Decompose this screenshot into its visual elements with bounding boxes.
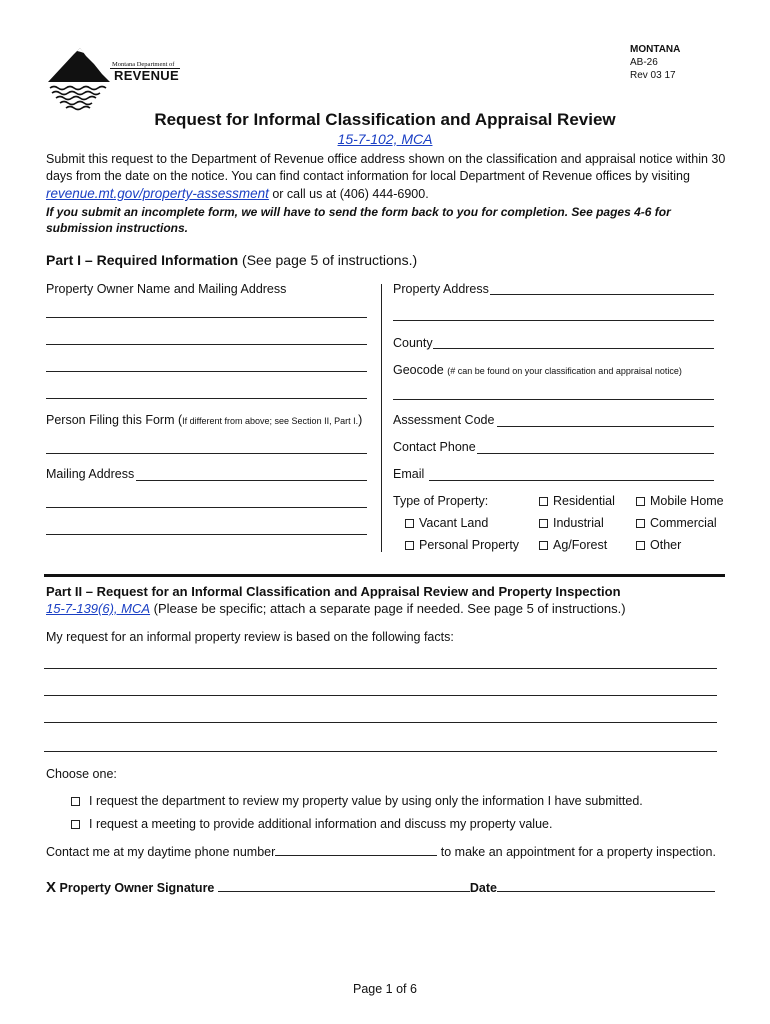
mailing-line-3[interactable] [46, 534, 367, 535]
part2-subheading [46, 601, 626, 616]
ag-forest-checkbox[interactable] [539, 541, 548, 550]
mobile-home-label: Mobile Home [650, 494, 724, 508]
industrial-checkbox[interactable] [539, 519, 548, 528]
signature-x: X [46, 879, 57, 896]
property-address-line[interactable] [490, 294, 714, 295]
section-divider [44, 574, 725, 577]
facts-line-3[interactable] [44, 722, 717, 723]
part1-note: (See page 5 of instructions.) [238, 252, 418, 268]
contact-phone-line[interactable] [477, 453, 714, 454]
part2-statute-link[interactable]: 15-7-139(6), MCA [46, 601, 151, 616]
contact-phone-label: Contact Phone [393, 440, 476, 454]
date-label: Date [469, 881, 497, 895]
state-label: MONTANA [630, 44, 681, 55]
type-vacant-land[interactable] [405, 516, 488, 530]
property-type-label: Type of Property: [393, 494, 489, 508]
email-label: Email [393, 467, 425, 481]
geocode-line[interactable] [393, 399, 714, 400]
revision-label: Rev 03 17 [630, 70, 676, 81]
option-meeting[interactable] [71, 817, 552, 831]
option-review-checkbox[interactable] [71, 797, 80, 806]
industrial-label: Industrial [553, 516, 604, 530]
part2-note: (Please be specific; attach a separate page if needed. See page 5 of instructions.) [150, 601, 626, 616]
ag-forest-label: Ag/Forest [553, 538, 608, 552]
intro-tail: or call us at (406) 444-6900. [268, 187, 429, 201]
facts-label: My request for an informal property review is based on the following facts: [46, 630, 454, 644]
revenue-logo [44, 44, 184, 114]
residential-checkbox[interactable] [539, 497, 548, 506]
vacant-land-label: Vacant Land [419, 516, 489, 530]
county-line[interactable] [433, 348, 714, 349]
option-review-text: I request the department to review my property value by using only the information I have submitted. [89, 794, 643, 808]
property-address-label: Property Address [393, 282, 489, 296]
facts-line-4[interactable] [44, 751, 717, 752]
other-checkbox[interactable] [636, 541, 645, 550]
commercial-checkbox[interactable] [636, 519, 645, 528]
type-ag-forest[interactable] [539, 538, 607, 552]
statute-link[interactable]: 15-7-102, MCA [337, 131, 433, 147]
county-label: County [393, 336, 433, 350]
mailing-line-inline[interactable] [136, 480, 367, 481]
part2-heading: Part II – Request for an Informal Classification and Appraisal Review and Property Inspection [46, 584, 621, 599]
geocode-note: (# can be found on your classification and appraisal notice) [447, 366, 682, 376]
vacant-land-checkbox[interactable] [405, 519, 414, 528]
personal-property-checkbox[interactable] [405, 541, 414, 550]
statute-wrap [0, 131, 770, 147]
email-line[interactable] [429, 480, 714, 481]
contact-after: to make an appointment for a property inspection. [437, 845, 716, 859]
filer-note: If different from above; see Section II, Part I. [182, 416, 359, 426]
signature-field[interactable] [218, 880, 470, 892]
type-other[interactable] [636, 538, 681, 552]
owner-line-1[interactable] [46, 317, 367, 318]
assessment-code-label: Assessment Code [393, 413, 495, 427]
mailing-label: Mailing Address [46, 467, 135, 481]
mobile-home-checkbox[interactable] [636, 497, 645, 506]
type-residential[interactable] [539, 494, 615, 508]
owner-line-4[interactable] [46, 398, 367, 399]
owner-line-2[interactable] [46, 344, 367, 345]
filer-line[interactable] [46, 453, 367, 454]
personal-property-label: Personal Property [419, 538, 520, 552]
filer-label [46, 413, 376, 427]
type-industrial[interactable] [539, 516, 604, 530]
type-mobile-home[interactable] [636, 494, 724, 508]
date-field[interactable] [497, 880, 715, 892]
assessment-code-line[interactable] [497, 426, 714, 427]
commercial-label: Commercial [650, 516, 717, 530]
owner-label: Property Owner Name and Mailing Address [46, 282, 287, 296]
geocode-label: Geocode [393, 363, 448, 377]
contact-before: Contact me at my daytime phone number [46, 845, 276, 859]
intro-paragraph [46, 151, 726, 203]
owner-line-3[interactable] [46, 371, 367, 372]
filer-label-text: Person Filing this Form ( [46, 413, 183, 427]
signature-label: Property Owner Signature [56, 881, 218, 895]
mailing-line-2[interactable] [46, 507, 367, 508]
part1-title: Part I – Required Information [46, 252, 239, 268]
incomplete-warning: If you submit an incomplete form, we will have to send the form back to you for completion. See pages 4-6 for submission instructions. [46, 205, 671, 235]
page-title: Request for Informal Classification and Appraisal Review [154, 110, 616, 129]
page-number: Page 1 of 6 [353, 982, 417, 996]
property-assessment-link[interactable]: revenue.mt.gov/property-assessment [46, 186, 269, 201]
logo-revenue-text: REVENUE [114, 68, 179, 83]
choose-label: Choose one: [46, 767, 117, 781]
mailing-row [46, 467, 134, 481]
daytime-phone-field[interactable] [275, 844, 437, 856]
property-address-line-2[interactable] [393, 320, 714, 321]
other-label: Other [650, 538, 682, 552]
contact-row [46, 844, 716, 859]
residential-label: Residential [553, 494, 615, 508]
part1-heading [46, 252, 417, 268]
intro-text: Submit this request to the Department of Revenue office address shown on the classification and appraisal notice within 30 days from the date on the notice. You can find contact information for local Department of Revenue offices by visiting [46, 152, 726, 183]
form-id: AB-26 [630, 57, 658, 68]
option-meeting-text: I request a meeting to provide additional information and discuss my property value. [89, 817, 553, 831]
type-personal-property[interactable] [405, 538, 519, 552]
option-review-info[interactable] [71, 794, 643, 808]
geocode-row [393, 363, 682, 377]
column-divider [381, 284, 382, 552]
filer-label-close: ) [358, 413, 363, 427]
facts-line-1[interactable] [44, 668, 717, 669]
option-meeting-checkbox[interactable] [71, 820, 80, 829]
facts-line-2[interactable] [44, 695, 717, 696]
type-commercial[interactable] [636, 516, 717, 530]
signature-row [46, 879, 715, 896]
logo-department-text: Montana Department of [112, 61, 175, 68]
